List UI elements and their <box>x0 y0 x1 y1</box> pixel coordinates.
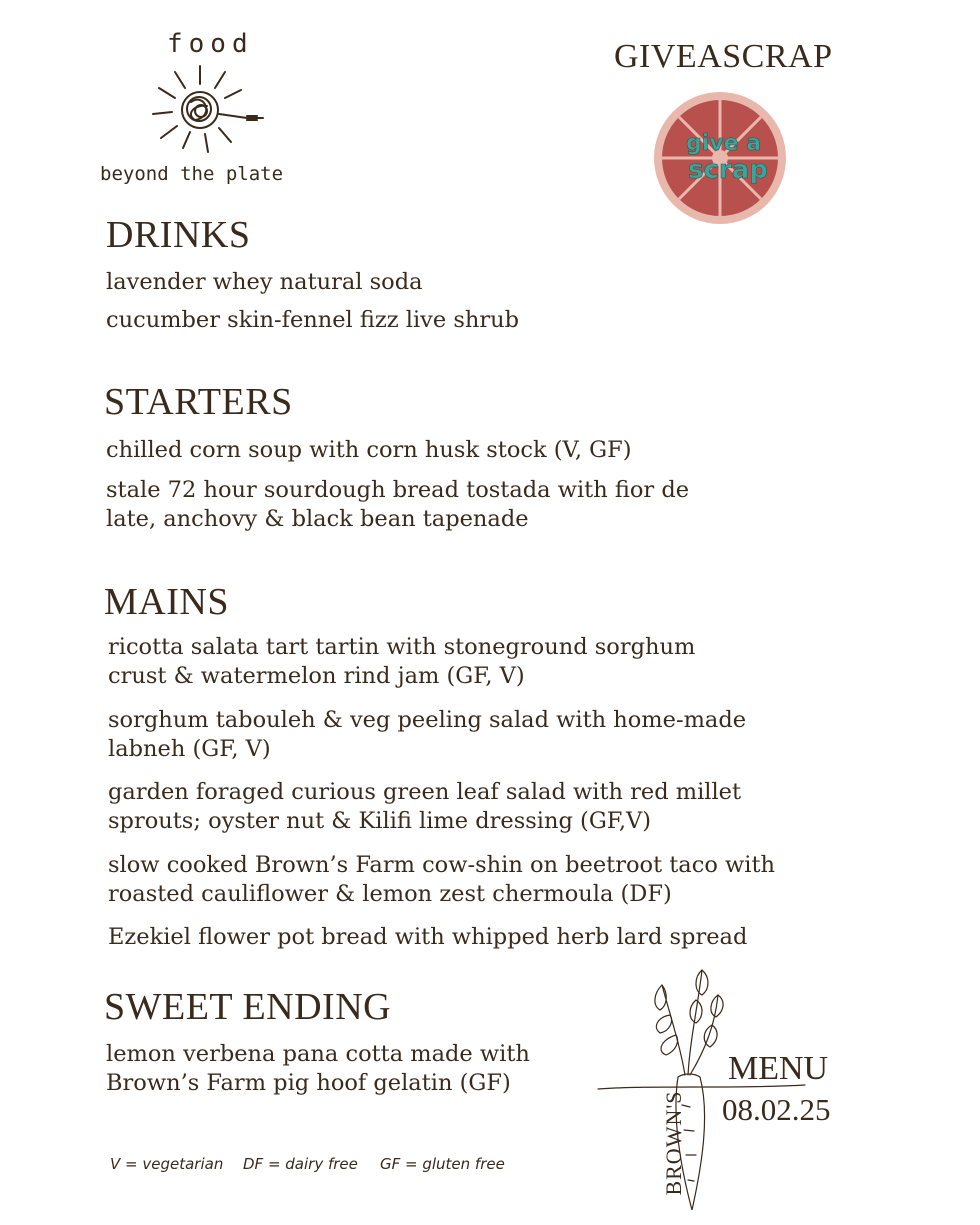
logo-scrap-text: scrap <box>688 155 768 185</box>
food-beyond-the-plate-logo <box>95 22 310 192</box>
main-item: sorghum tabouleh & veg peeling salad with home-made labneh (GF, V) <box>108 707 747 762</box>
main-item: slow cooked Brown’s Farm cow-shin on beetroot taco with roasted cauliflower & lemon zest chermoula (DF) <box>108 852 776 907</box>
main-item: Ezekiel flower pot bread with whipped herb lard spread <box>108 924 748 950</box>
brand-title: GIVEASCRAP <box>614 38 833 75</box>
drink-item: lavender whey natural soda <box>106 269 423 295</box>
main-item: ricotta salata tart tartin with stoneground sorghum crust & watermelon rind jam (GF, V) <box>108 634 696 689</box>
legend-vegetarian: V = vegetarian <box>110 1155 224 1173</box>
starters-heading: STARTERS <box>104 381 293 423</box>
legend-gluten-free: GF = gluten free <box>380 1155 505 1173</box>
farm-name-vertical: BROWN'S <box>661 1090 686 1196</box>
sweet-ending-heading: SWEET ENDING <box>104 986 392 1028</box>
logo-food-text: food <box>167 29 254 59</box>
menu-title: MENU <box>728 1050 829 1087</box>
legend-dairy-free: DF = dairy free <box>243 1155 358 1173</box>
grapefruit-icon <box>652 90 788 226</box>
menu-date: 08.02.25 <box>722 1092 831 1127</box>
starter-item: chilled corn soup with corn husk stock (V, GF) <box>106 437 632 463</box>
main-item: garden foraged curious green leaf salad with red millet sprouts; oyster nut & Kilifi lime dressing (GF,V) <box>108 779 742 834</box>
sun-plate-icon <box>95 22 310 192</box>
starter-item: stale 72 hour sourdough bread tostada with fior de late, anchovy & black bean tapenade <box>106 477 690 532</box>
give-a-scrap-logo <box>652 90 788 226</box>
drinks-heading: DRINKS <box>106 214 251 256</box>
mains-heading: MAINS <box>104 581 229 623</box>
logo-beyond-text: beyond the plate <box>100 163 284 185</box>
dessert-item: lemon verbena pana cotta made with Brown’s Farm pig hoof gelatin (GF) <box>106 1041 530 1096</box>
logo-give-a-text: give a <box>686 131 762 156</box>
drink-item: cucumber skin-fennel fizz live shrub <box>106 307 520 333</box>
